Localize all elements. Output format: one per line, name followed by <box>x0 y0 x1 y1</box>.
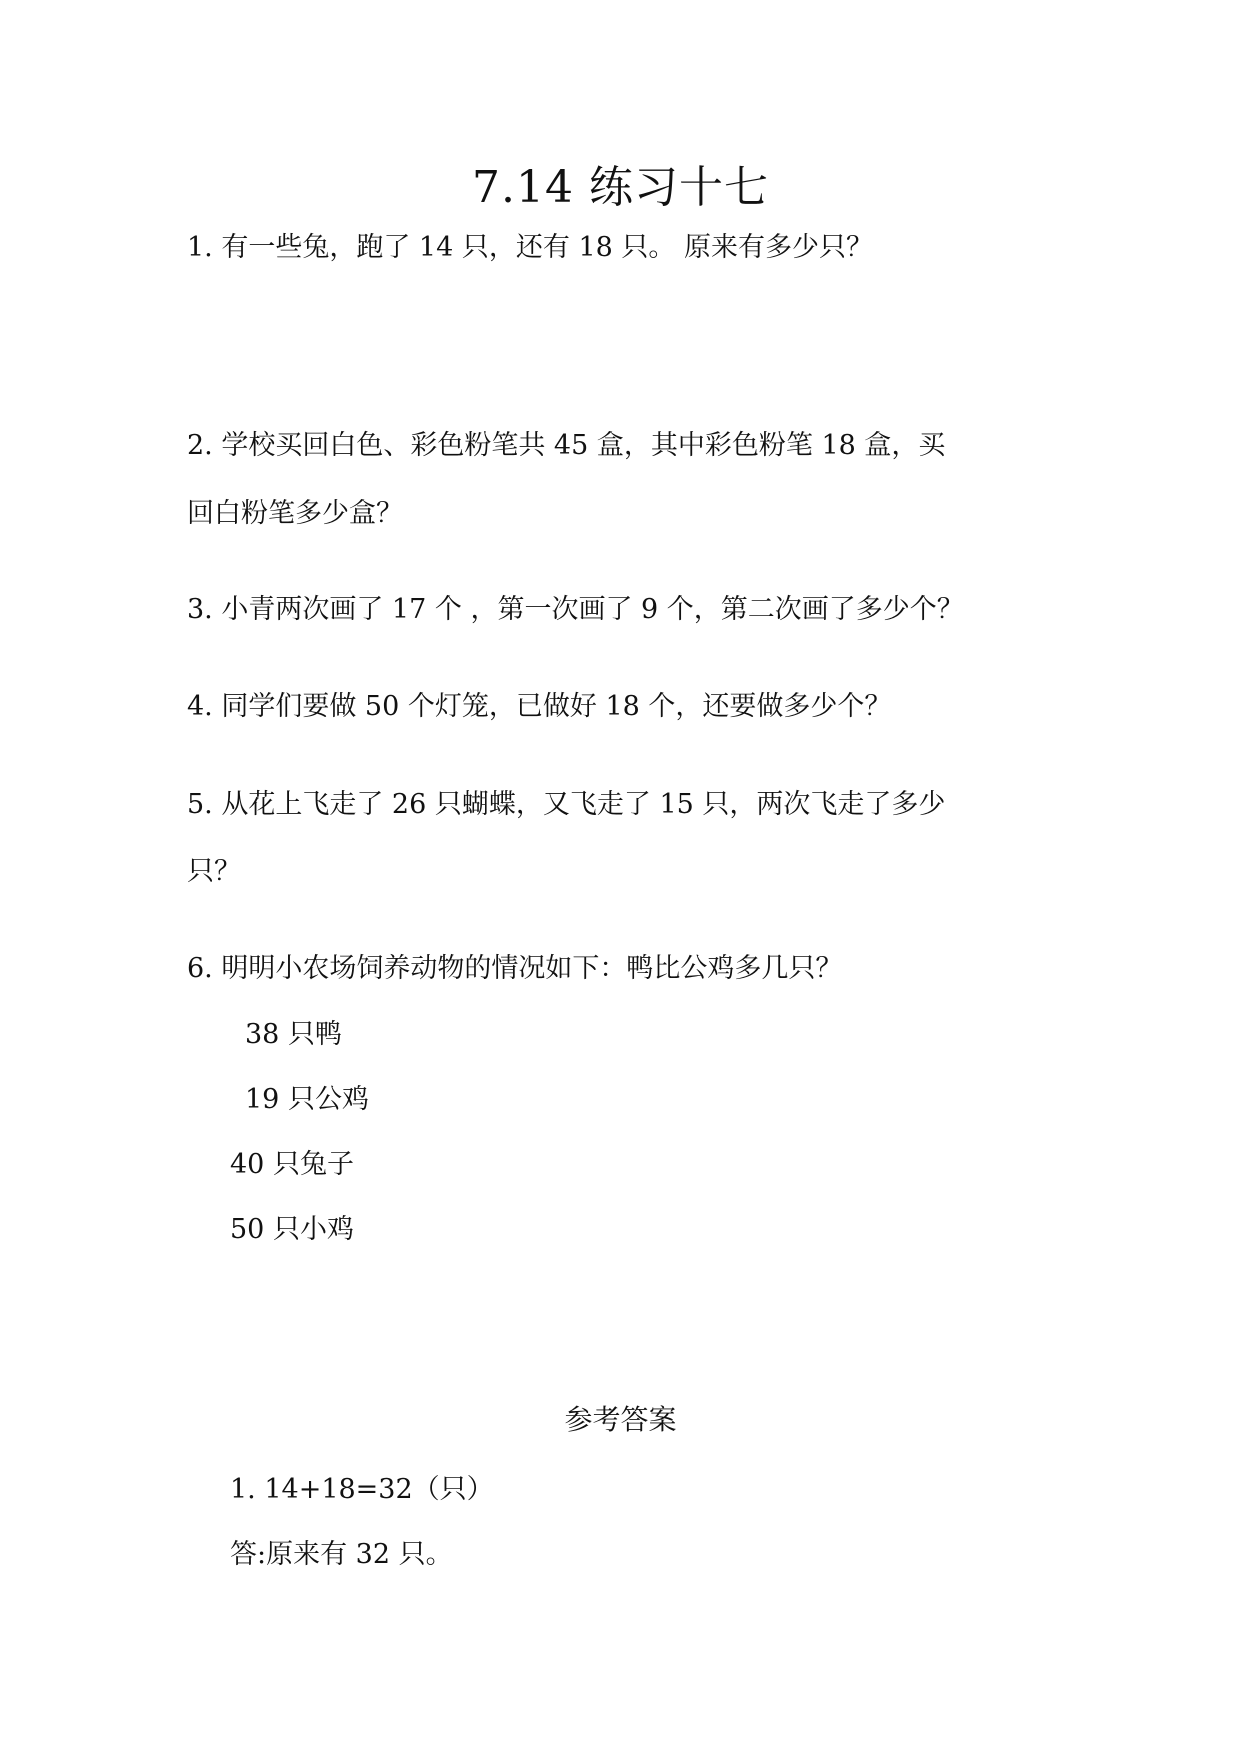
farm-item-rabbits: 40 只兔子 <box>230 1149 354 1180</box>
question-5-line-2: 只？ <box>187 856 241 887</box>
farm-item-ducks: 38 只鸭 <box>245 1019 342 1050</box>
farm-item-roosters: 19 只公鸡 <box>245 1084 369 1115</box>
question-5-line-1: 5. 从花上飞走了 26 只蝴蝶，又飞走了 15 只，两次飞走了多少 <box>187 789 946 820</box>
question-3-line-1: 3. 小青两次画了 17 个 ，第一次画了 9 个，第二次画了多少个？ <box>187 594 964 625</box>
question-1-line-1: 1. 有一些兔，跑了 14 只，还有 18 只。 原来有多少只？ <box>187 232 873 263</box>
farm-item-chicks: 50 只小鸡 <box>230 1214 354 1245</box>
answer-1-line-1: 1. 14+18=32（只） <box>230 1474 494 1505</box>
answer-1-line-2: 答:原来有 32 只。 <box>230 1539 453 1570</box>
answers-heading: 参考答案 <box>564 1403 677 1436</box>
page-title: 7.14 练习十七 <box>472 162 769 213</box>
question-6-line-1: 6. 明明小农场饲养动物的情况如下：鸭比公鸡多几只？ <box>187 953 843 984</box>
question-4-line-1: 4. 同学们要做 50 个灯笼，已做好 18 个，还要做多少个？ <box>187 691 892 722</box>
question-2-line-1: 2. 学校买回白色、彩色粉笔共 45 盒，其中彩色粉笔 18 盒，买 <box>187 430 946 461</box>
question-2-line-2: 回白粉笔多少盒？ <box>187 498 403 529</box>
